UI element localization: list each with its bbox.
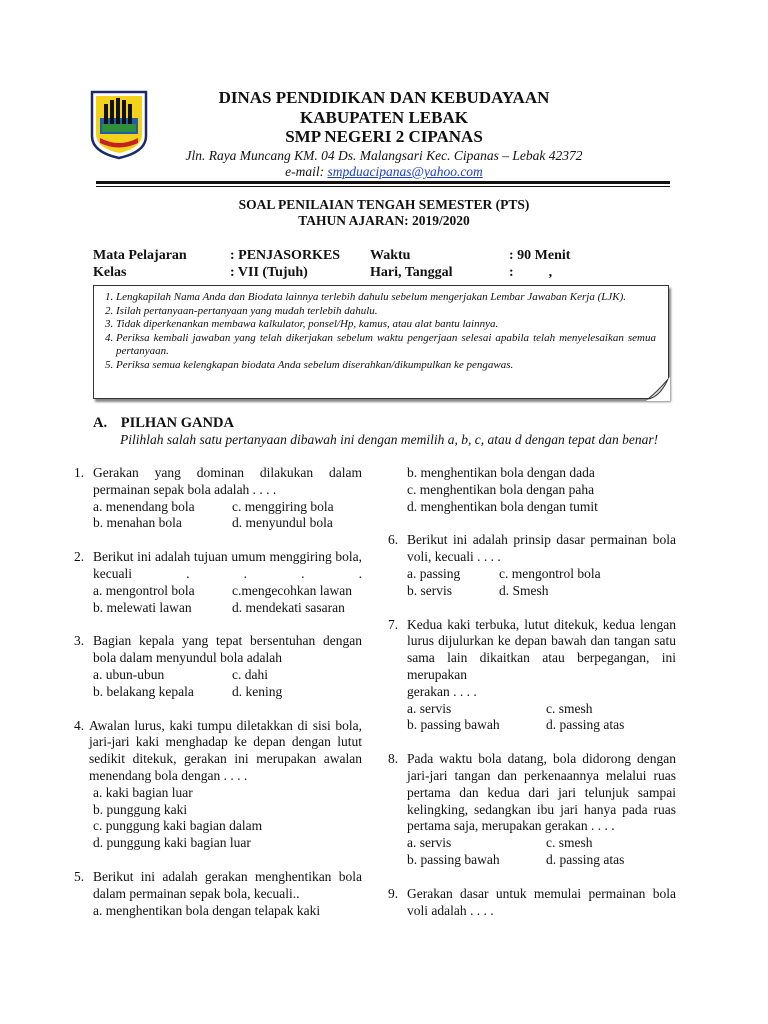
option-c[interactable]: c. smesh [546,700,593,716]
question-number: 2. [74,549,85,565]
waktu-value: : 90 Menit [509,248,571,263]
option-c[interactable]: c. punggung kaki bagian dalam [93,818,263,834]
right-column [388,465,676,919]
mapel-value: : PENJASORKES [230,248,341,263]
question-1 [74,465,362,532]
header-rule-thin [96,186,670,187]
option-d[interactable]: d. kening [232,683,283,699]
option-b[interactable]: b. servis [407,582,452,598]
question-text-continued: gerakan . . . . [407,683,477,699]
kelas-value: : VII (Tujuh) [230,265,308,280]
email-label: e-mail: [285,164,328,179]
option-b[interactable]: b. passing bawah [407,717,500,733]
instruction-item: 2. Isilah pertanyaan-pertanyaan yang mudah terlebih dahulu. [116,305,656,319]
option-d[interactable]: d. Smesh [499,582,549,598]
instruction-item: 1. Lengkapilah Nama Anda dan Biodata lainnya terlebih dahulu sebelum mengerjakan Lembar Jawaban Kerja (LJK). [116,291,656,305]
section-letter: A. [93,415,108,431]
option-c[interactable]: c. menghentikan bola dengan paha [407,481,595,497]
instruction-item: 4. Periksa kembali jawaban yang telah dikerjakan sebelum waktu pengerjaan selesai apabila telah menyelesaikan semua pertanyaan. [116,332,656,359]
question-5 [74,869,362,919]
email-link[interactable]: smpduacipanas@yahoo.com [327,164,483,179]
option-b[interactable]: b. passing bawah [407,851,500,867]
section-heading [93,414,234,432]
option-d[interactable]: d. mendekati sasaran [232,599,345,615]
question-text: Gerakan dasar untuk memulai permainan bola voli adalah . . . . [407,885,676,918]
option-c[interactable]: c.mengecohkan lawan [232,582,352,598]
header-rule-thick [96,181,670,184]
option-a[interactable]: a. passing [407,565,461,581]
kelas-label: Kelas [93,265,127,280]
instruction-item: 3. Tidak diperkenankan membawa kalkulator, ponsel/Hp, kamus, atau alat bantu lainnya. [116,318,656,332]
question-text: Gerakan yang dominan dilakukan dalam permainan sepak bola adalah . . . . [93,465,362,497]
question-3 [74,633,362,700]
question-text: Berikut ini adalah gerakan menghentikan bola dalam permainan sepak bola, kecuali.. [93,868,362,901]
question-text: Berikut ini adalah tujuan umum menggiring bola, kecuali . . . . [93,549,362,581]
header-school: SMP NEGERI 2 CIPANAS [285,127,483,146]
exam-title: SOAL PENILAIAN TENGAH SEMESTER (PTS) [238,197,530,212]
question-text: Berikut ini adalah prinsip dasar permainan bola voli, kecuali . . . . [407,532,676,565]
question-9 [388,886,676,920]
instruction-item: 5. Periksa semua kelengkapan biodata Anda sebelum diserahkan/dikumpulkan ke pengawas. [116,359,656,373]
header-email-line [0,164,768,180]
option-c[interactable]: c. mengontrol bola [499,565,601,581]
option-a[interactable]: a. menendang bola [93,498,195,514]
question-number: 7. [388,616,399,632]
header-regency: KABUPATEN LEBAK [300,108,468,127]
option-a[interactable]: a. ubun-ubun [93,666,165,682]
option-a[interactable]: a. mengontrol bola [93,582,195,598]
option-d[interactable]: d. menyundul bola [232,515,333,531]
option-c[interactable]: c. smesh [546,835,593,851]
hari-label: Hari, Tanggal [370,265,453,280]
option-d[interactable]: d. passing atas [546,717,625,733]
question-7 [388,617,676,735]
question-2 [74,549,362,616]
instruction-list [94,286,668,372]
option-c[interactable]: c. menggiring bola [232,498,334,514]
question-number: 9. [388,885,399,901]
question-text: Awalan lurus, kaki tumpu diletakkan di sisi bola, jari-jari kaki menghadap ke depan dengan lutut sedikit ditekuk, gerakan ini merupakan awalan menendang bola dengan . . . . [89,717,362,783]
option-c[interactable]: c. dahi [232,666,268,682]
instruction-box [93,285,669,399]
question-number: 4. [74,717,85,733]
option-d[interactable]: d. passing atas [546,851,625,867]
option-a[interactable]: a. servis [407,700,452,716]
left-column [74,465,362,919]
option-b[interactable]: b. menahan bola [93,515,182,531]
exam-year: TAHUN AJARAN: 2019/2020 [298,213,470,228]
header-agency: DINAS PENDIDIKAN DAN KEBUDAYAAN [218,88,550,107]
waktu-label: Waktu [370,248,411,263]
question-number: 5. [74,868,85,884]
mapel-label: Mata Pelajaran [93,248,187,263]
question-number: 3. [74,633,85,649]
section-instruction: Pilihlah salah satu pertanyaan dibawah ini dengan memilih a, b, c, atau d dengan tepat dan benar! [120,432,659,447]
section-title: PILHAN GANDA [120,415,234,431]
page-curl-icon [646,377,670,401]
question-8 [388,751,676,869]
option-d[interactable]: d. punggung kaki bagian luar [93,835,251,851]
option-a[interactable]: a. menghentikan bola dengan telapak kaki [93,902,321,918]
question-4 [74,718,362,852]
header-address: Jln. Raya Muncang KM. 04 Ds. Malangsari Kec. Cipanas – Lebak 42372 [185,148,583,163]
option-b[interactable]: b. melewati lawan [93,599,192,615]
question-number: 6. [388,532,399,548]
option-b[interactable]: b. menghentikan bola dengan dada [407,465,595,480]
question-text: Pada waktu bola datang, bola didorong dengan jari-jari tangan dan perkenaannya melalui ruas pertama dan kedua dari jari telunjuk sampai kelingking, sedangkan ibu jari hanya pada ruas pertama saja, merupakan gerakan . . . . [407,751,676,834]
option-d[interactable]: d. menghentikan bola dengan tumit [407,498,598,514]
option-a[interactable]: a. servis [407,835,452,851]
hari-value: : , [509,265,553,280]
question-number: 1. [74,465,85,480]
option-b[interactable]: b. punggung kaki [93,801,188,817]
question-6 [388,532,676,599]
question-text: Bagian kepala yang tepat bersentuhan dengan bola dalam menyundul bola adalah [93,633,362,666]
question-number: 8. [388,751,399,767]
option-a[interactable]: a. kaki bagian luar [93,784,193,800]
question-text: Kedua kaki terbuka, lutut ditekuk, kedua lengan lurus dijulurkan ke depan bawah dan tangan satu sama lain dikaitkan atau berpegangan, ini merupakan [407,616,676,682]
option-b[interactable]: b. belakang kepala [93,683,194,699]
